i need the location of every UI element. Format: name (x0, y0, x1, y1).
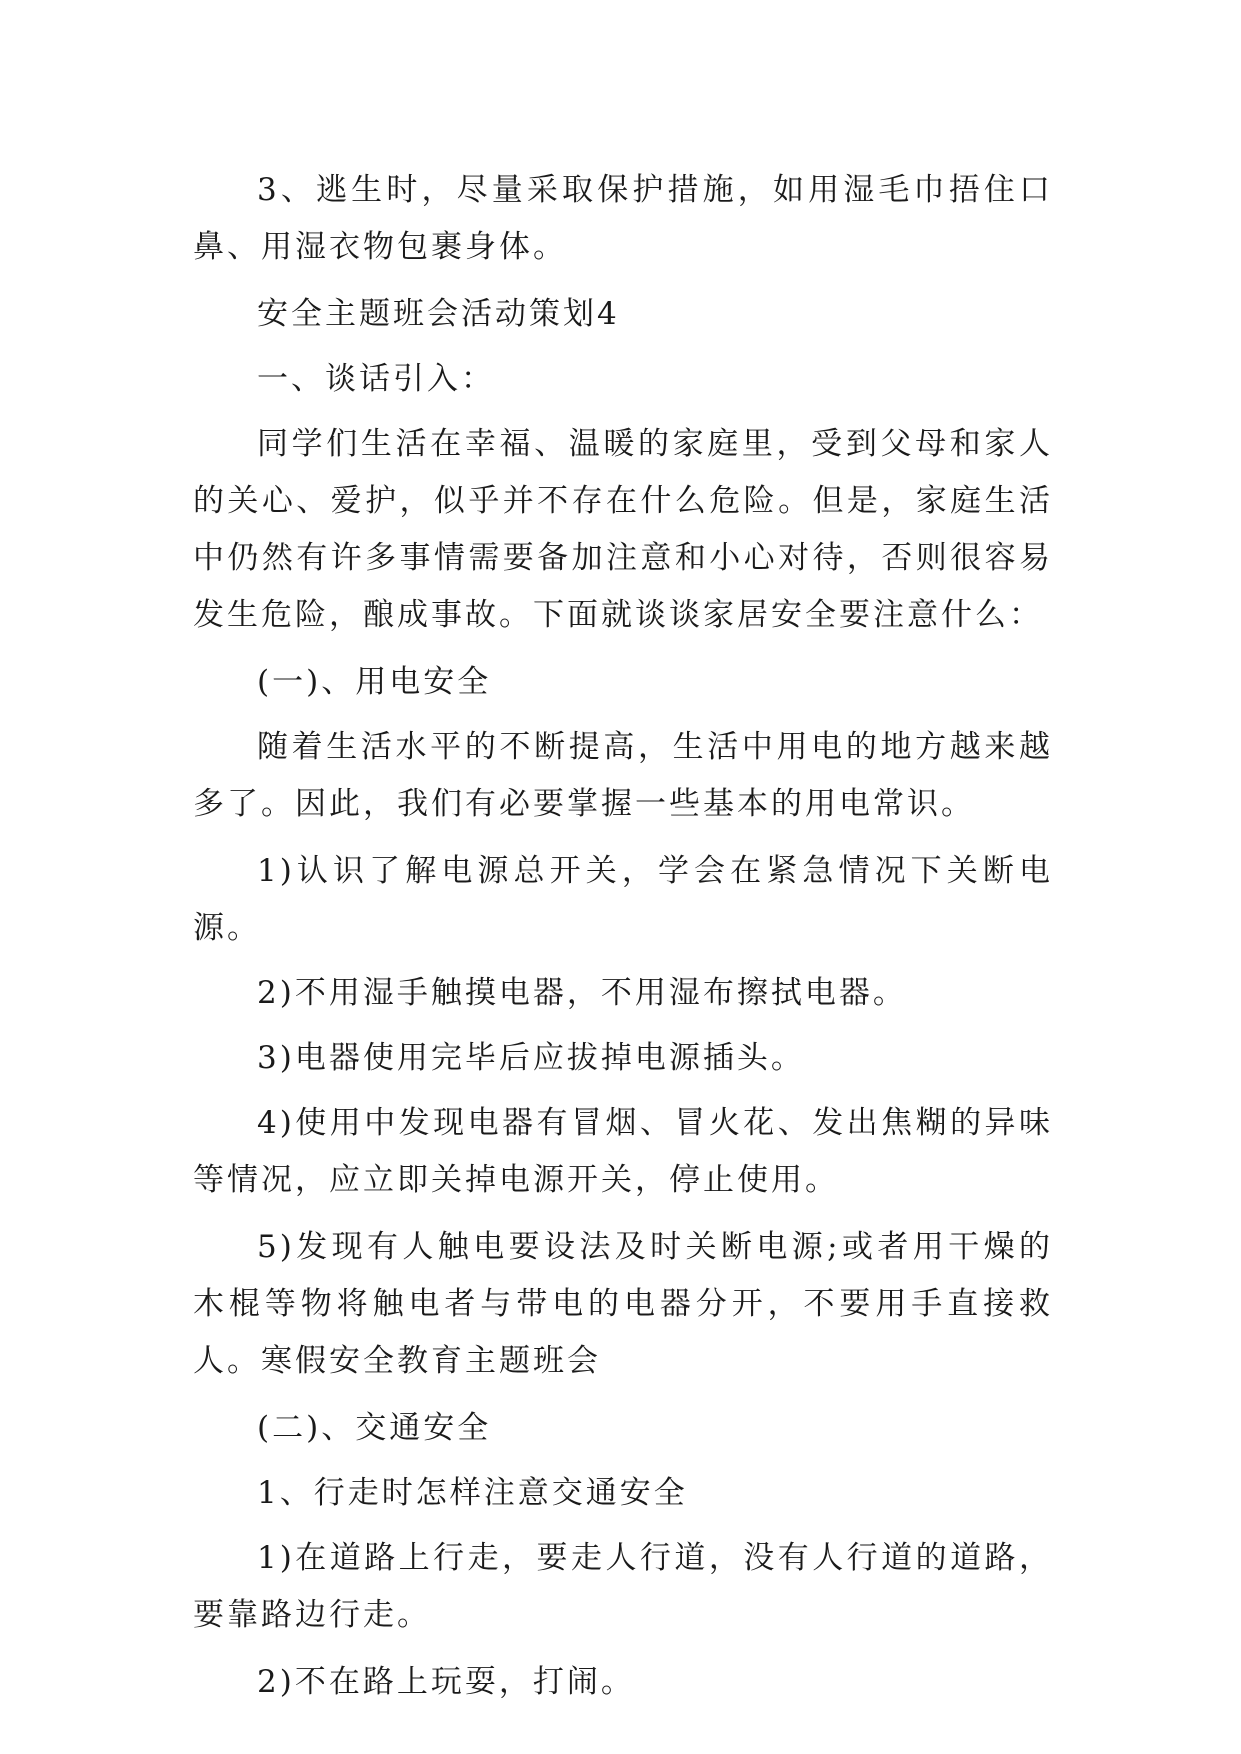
heading-electricity-safety: (一)、用电安全 (257, 664, 492, 700)
document-body (193, 162, 1053, 1721)
list-item-electricity-5: 5)发现有人触电要设法及时关断电源;或者用干燥的木棍等物将触电者与带电的电器分开，不要用手直接救人。寒假安全教育主题班会 (193, 1229, 1053, 1379)
paragraph-electricity-intro: 随着生活水平的不断提高，生活中用电的地方越来越多了。因此，我们有必要掌握一些基本的用电常识。 (193, 729, 1053, 822)
list-item-traffic-1: 1)在道路上行走，要走人行道，没有人行道的道路，要靠路边行走。 (193, 1540, 1053, 1633)
list-item-electricity-2: 2)不用湿手触摸电器，不用湿布擦拭电器。 (257, 975, 907, 1011)
list-item-traffic-2: 2)不在路上玩耍，打闹。 (257, 1664, 635, 1700)
subheading-walking-safety: 1、行走时怎样注意交通安全 (257, 1475, 688, 1511)
heading-intro: 一、谈话引入： (257, 361, 495, 397)
list-item-electricity-3: 3)电器使用完毕后应拔掉电源插头。 (257, 1040, 805, 1076)
section-title: 安全主题班会活动策划4 (257, 296, 620, 332)
heading-traffic-safety: (二)、交通安全 (257, 1410, 492, 1446)
paragraph-intro: 同学们生活在幸福、温暖的家庭里，受到父母和家人的关心、爱护，似乎并不存在什么危险。但是，家庭生活中仍然有许多事情需要备加注意和小心对待，否则很容易发生危险，酿成事故。下面就谈谈家居安全要注意什么： (193, 426, 1053, 633)
list-item-electricity-1: 1)认识了解电源总开关，学会在紧急情况下关断电源。 (193, 853, 1053, 946)
list-item-electricity-4: 4)使用中发现电器有冒烟、冒火花、发出焦糊的异味等情况，应立即关掉电源开关，停止使用。 (193, 1105, 1053, 1198)
paragraph-escape-tip: 3、逃生时，尽量采取保护措施，如用湿毛巾捂住口鼻、用湿衣物包裹身体。 (193, 172, 1053, 265)
